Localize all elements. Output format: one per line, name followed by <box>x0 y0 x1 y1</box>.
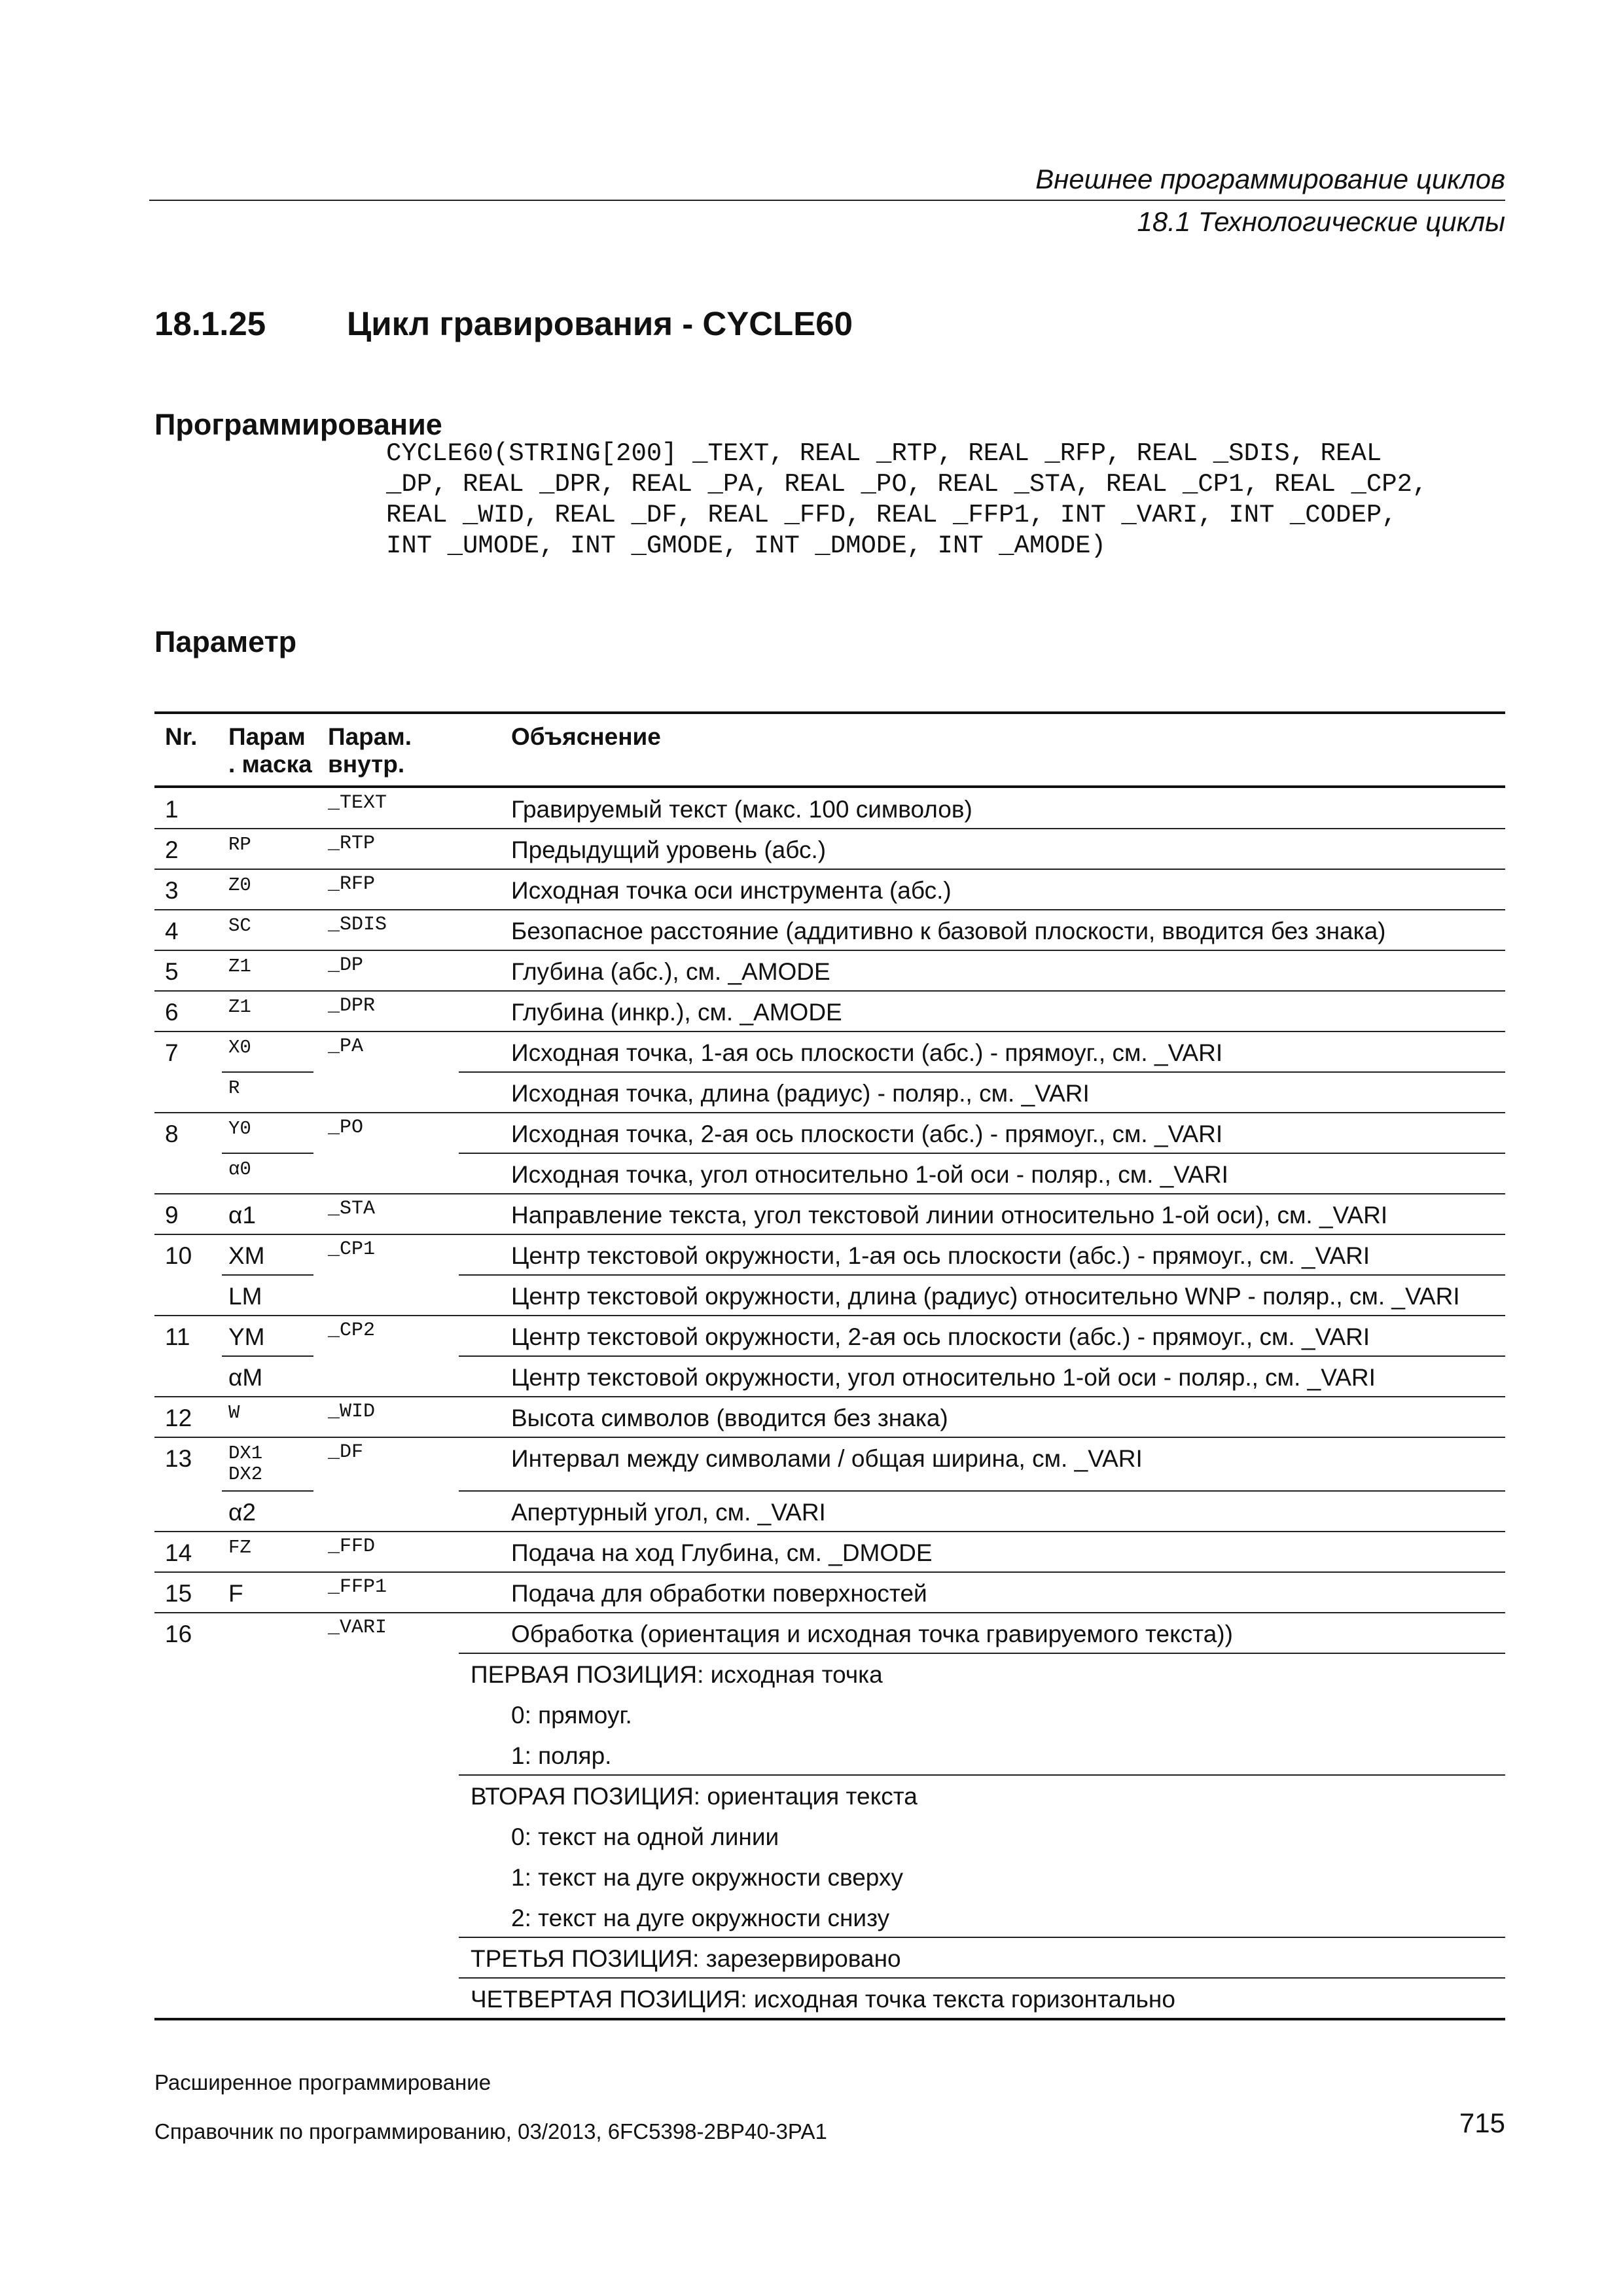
param-number: 12 <box>165 1405 192 1431</box>
param-explanation: Подача на ход Глубина, см. _DMODE <box>511 1539 933 1566</box>
param-number: 16 <box>165 1621 192 1647</box>
table-row <box>154 1153 1505 1194</box>
param-mask-name-2: DX2 <box>228 1463 263 1485</box>
param-mask-name: Z1 <box>228 956 251 977</box>
param-internal-name: _WID <box>328 1401 376 1423</box>
column-header-mask-line2: . маска <box>228 751 312 778</box>
param-explanation: Исходная точка, длина (радиус) - поляр., см. _VARI <box>511 1080 1090 1107</box>
column-header-mask-line1: Парам <box>228 723 306 750</box>
param-mask-name: Y0 <box>228 1118 251 1139</box>
param-mask-name: SC <box>228 915 251 937</box>
table-row <box>154 1072 1505 1113</box>
table-row <box>154 1397 1505 1437</box>
code-line: _DP, REAL _DPR, REAL _PA, REAL _PO, REAL _STA, REAL _CP1, REAL _CP2, <box>386 470 1428 499</box>
param-mask-name: YM <box>228 1323 265 1350</box>
param-mask-name: W <box>228 1402 240 1424</box>
table-row <box>154 1437 1505 1491</box>
table-row <box>154 1978 1505 2018</box>
param-internal-name: _TEXT <box>328 792 387 814</box>
code-line: INT _UMODE, INT _GMODE, INT _DMODE, INT _AMODE) <box>386 531 1106 560</box>
param-number: 5 <box>165 958 179 985</box>
table-row <box>154 1613 1505 1653</box>
table-row <box>154 788 1505 829</box>
running-header-chapter: Внешнее программирование циклов <box>1035 164 1505 194</box>
code-line: CYCLE60(STRING[200] _TEXT, REAL _RTP, REAL _RFP, REAL _SDIS, REAL <box>386 439 1382 468</box>
param-explanation: 0: прямоуг. <box>511 1702 632 1729</box>
running-header-section: 18.1 Технологические циклы <box>1137 206 1505 237</box>
column-header-mask <box>228 723 327 778</box>
section-title: Цикл гравирования - CYCLE60 <box>347 305 853 342</box>
param-internal-name: _STA <box>328 1198 376 1220</box>
param-number: 10 <box>165 1242 192 1269</box>
param-mask-name: RP <box>228 834 251 855</box>
table-row <box>154 829 1505 869</box>
param-mask-name: α1 <box>228 1202 256 1229</box>
param-mask-name: Z1 <box>228 996 251 1018</box>
column-header-explanation: Объяснение <box>511 723 661 750</box>
param-number: 4 <box>165 918 179 944</box>
table-row <box>154 1775 1505 1816</box>
param-explanation: Глубина (инкр.), см. _AMODE <box>511 999 842 1026</box>
table-row <box>154 1856 1505 1897</box>
param-explanation: Глубина (абс.), см. _AMODE <box>511 958 830 985</box>
column-header-internal-line1: Парам. <box>328 723 412 750</box>
param-internal-name: _PO <box>328 1117 364 1139</box>
section-number: 18.1.25 <box>154 305 266 342</box>
param-explanation: Интервал между символами / общая ширина, см. _VARI <box>511 1445 1143 1472</box>
param-internal-name: _CP1 <box>328 1238 376 1261</box>
param-mask-name: F <box>228 1580 243 1607</box>
param-explanation: ЧЕТВЕРТАЯ ПОЗИЦИЯ: исходная точка текста горизонтально <box>471 1986 1175 2013</box>
param-internal-name: _RTP <box>328 833 376 855</box>
param-explanation: Центр текстовой окружности, 2-ая ось плоскости (абс.) - прямоуг., см. _VARI <box>511 1323 1370 1350</box>
row-divider <box>154 2018 1505 2020</box>
param-mask-name: DX1 <box>228 1443 263 1464</box>
param-explanation: Исходная точка оси инструмента (абс.) <box>511 877 952 904</box>
param-internal-name: _SDIS <box>328 914 387 936</box>
param-explanation: Обработка (ориентация и исходная точка гравируемого текста)) <box>511 1621 1233 1647</box>
table-row <box>154 1194 1505 1234</box>
table-row <box>154 1031 1505 1072</box>
param-explanation: Исходная точка, 2-ая ось плоскости (абс.) - прямоуг., см. _VARI <box>511 1121 1223 1147</box>
column-gap <box>317 710 322 2021</box>
param-mask-name: αM <box>228 1364 263 1391</box>
param-mask-name: X0 <box>228 1037 251 1058</box>
param-explanation: ПЕРВАЯ ПОЗИЦИЯ: исходная точка <box>471 1661 883 1688</box>
param-number: 13 <box>165 1445 192 1472</box>
param-internal-name: _DF <box>328 1441 364 1463</box>
param-mask-name: Z0 <box>228 874 251 896</box>
param-internal-name: _VARI <box>328 1617 387 1639</box>
code-line: REAL _WID, REAL _DF, REAL _FFD, REAL _FFP1, INT _VARI, INT _CODEP, <box>386 501 1397 529</box>
param-explanation: Центр текстовой окружности, угол относительно 1-ой оси - поляр., см. _VARI <box>511 1364 1376 1391</box>
table-row <box>154 1316 1505 1356</box>
column-gap <box>223 710 228 2021</box>
param-explanation: 2: текст на дуге окружности снизу <box>511 1905 890 1931</box>
param-explanation: Исходная точка, 1-ая ось плоскости (абс.) - прямоуг., см. _VARI <box>511 1039 1223 1066</box>
param-number: 1 <box>165 796 179 823</box>
param-internal-name: _DP <box>328 954 364 977</box>
param-explanation: 0: текст на одной линии <box>511 1823 779 1850</box>
column-header-internal <box>328 723 426 778</box>
column-header-internal-line2: внутр. <box>328 751 405 778</box>
param-explanation: Высота символов (вводится без знака) <box>511 1405 948 1431</box>
param-internal-name: _RFP <box>328 873 376 895</box>
table-row <box>154 1653 1505 1694</box>
programming-heading: Программирование <box>154 408 442 441</box>
footer-document-info: Справочник по программированию, 03/2013, 6FC5398-2BP40-3PA1 <box>154 2119 827 2144</box>
table-row <box>154 1816 1505 1856</box>
param-explanation: Направление текста, угол текстовой линии относительно 1-ой оси), см. _VARI <box>511 1202 1388 1229</box>
table-row <box>154 1694 1505 1734</box>
param-number: 8 <box>165 1121 179 1147</box>
param-number: 11 <box>165 1323 190 1350</box>
param-explanation: Подача для обработки поверхностей <box>511 1580 927 1607</box>
param-number: 15 <box>165 1580 192 1607</box>
param-mask-name: FZ <box>228 1537 251 1558</box>
param-explanation: Предыдущий уровень (абс.) <box>511 836 827 863</box>
param-explanation: Центр текстовой окружности, 1-ая ось плоскости (абс.) - прямоуг., см. _VARI <box>511 1242 1370 1269</box>
column-header-nr: Nr. <box>165 723 198 750</box>
code-block <box>386 439 1427 562</box>
param-explanation: ТРЕТЬЯ ПОЗИЦИЯ: зарезервировано <box>471 1945 901 1972</box>
param-internal-name: _FFP1 <box>328 1576 387 1598</box>
param-explanation: Апертурный угол, см. _VARI <box>511 1499 826 1526</box>
table-row <box>154 1491 1505 1532</box>
table-row <box>154 1275 1505 1316</box>
param-mask-name: R <box>228 1077 240 1099</box>
param-mask-name: α0 <box>228 1158 251 1180</box>
param-internal-name: _DPR <box>328 995 376 1017</box>
param-number: 7 <box>165 1039 179 1066</box>
table-row <box>154 1897 1505 1937</box>
param-explanation: Центр текстовой окружности, длина (радиус) относительно WNP - поляр., см. _VARI <box>511 1283 1460 1310</box>
table-row <box>154 1234 1505 1275</box>
param-explanation: Гравируемый текст (макс. 100 символов) <box>511 796 972 823</box>
table-row <box>154 1356 1505 1397</box>
table-row <box>154 1937 1505 1978</box>
param-mask-name: LM <box>228 1283 262 1310</box>
header-divider <box>149 200 1505 201</box>
table-row <box>154 910 1505 950</box>
param-mask-name: XM <box>228 1242 265 1269</box>
table-row <box>154 1113 1505 1153</box>
param-number: 9 <box>165 1202 179 1229</box>
param-number: 6 <box>165 999 179 1026</box>
param-explanation: Безопасное расстояние (аддитивно к базовой плоскости, вводится без знака) <box>511 918 1386 944</box>
column-gap <box>455 710 461 2021</box>
param-number: 2 <box>165 836 179 863</box>
param-internal-name: _PA <box>328 1035 364 1058</box>
table-row <box>154 991 1505 1031</box>
parameters-heading: Параметр <box>154 625 297 658</box>
page-number: 715 <box>1459 2108 1505 2138</box>
table-row <box>154 1532 1505 1572</box>
param-number: 14 <box>165 1539 192 1566</box>
param-explanation: 1: текст на дуге окружности сверху <box>511 1864 903 1891</box>
table-top-rule <box>154 711 1505 714</box>
param-explanation: ВТОРАЯ ПОЗИЦИЯ: ориентация текста <box>471 1783 918 1810</box>
param-number: 3 <box>165 877 179 904</box>
table-row <box>154 1572 1505 1613</box>
table-row <box>154 1734 1505 1775</box>
table-row <box>154 869 1505 910</box>
param-internal-name: _FFD <box>328 1535 376 1558</box>
param-explanation: Исходная точка, угол относительно 1-ой оси - поляр., см. _VARI <box>511 1161 1228 1188</box>
table-row <box>154 950 1505 991</box>
footer-book-title: Расширенное программирование <box>154 2070 491 2094</box>
param-internal-name: _CP2 <box>328 1319 376 1342</box>
param-explanation: 1: поляр. <box>511 1742 612 1769</box>
param-mask-name: α2 <box>228 1499 256 1526</box>
